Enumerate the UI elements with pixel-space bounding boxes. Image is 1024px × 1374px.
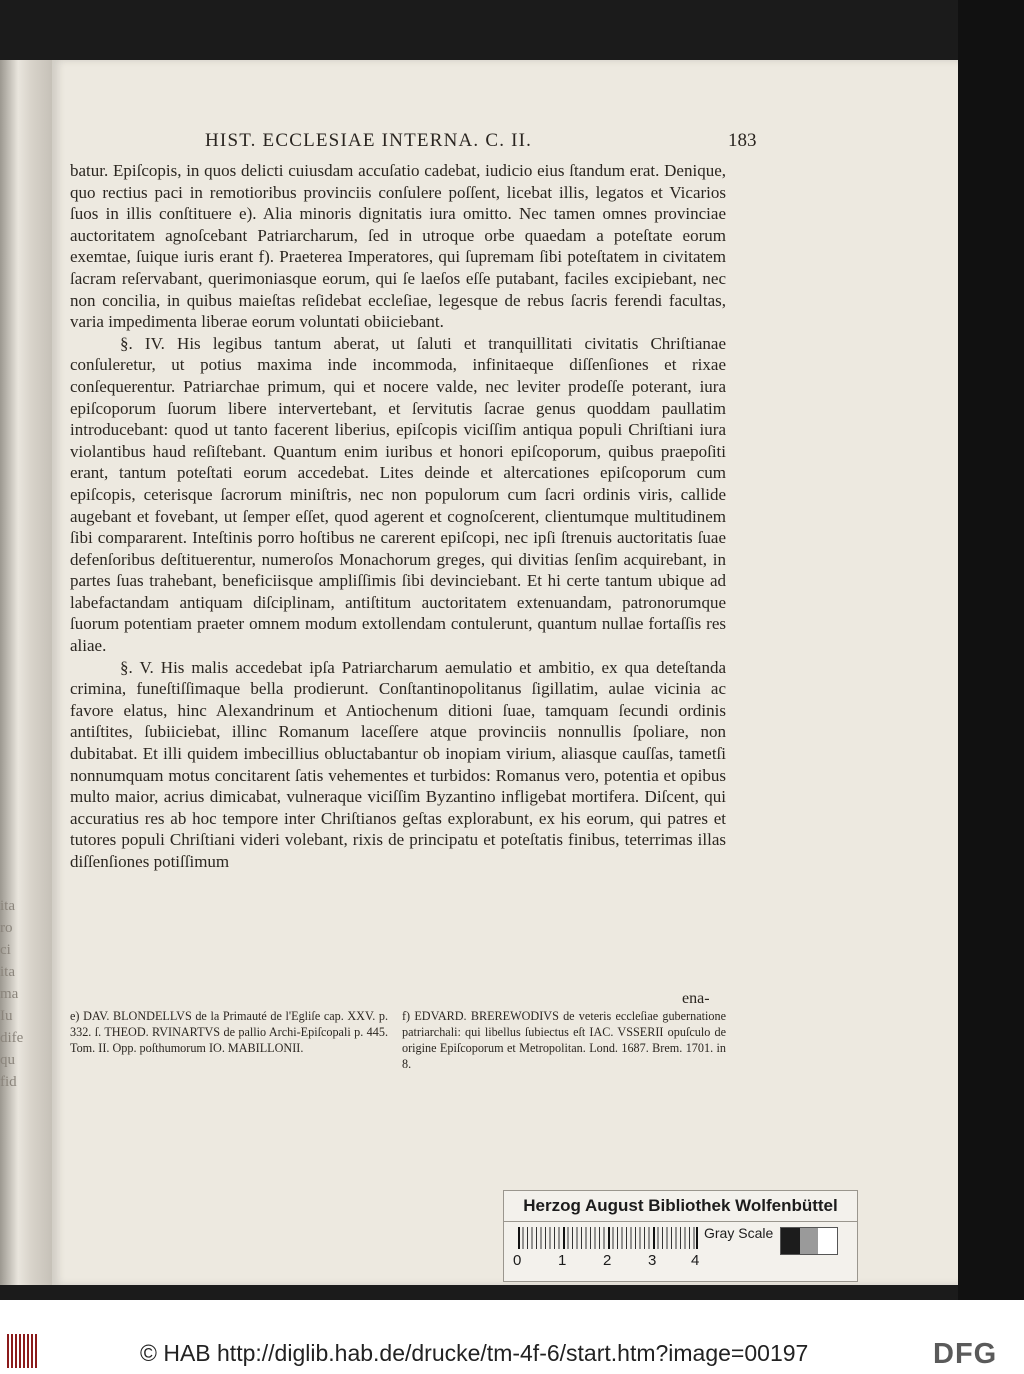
paragraph-section-v: §. V. His malis accedebat ipſa Patriarcharum aemulatio et ambitio, ex qua deteſtanda crimina, funeſtiſſimaque bella prodierunt. Conſtantinopolitanus ſigillatim, aulae vicinia ac favore elatus, hinc Alexandrinum et Antiochenum ditioni ſuae, tamquam ſecundi ordinis antiſtites, ſubiiciebat, illinc Romanum laceſſere atque provinciis nonnullis ſpoliare, non dubitabat. Et illi quidem imbecillius obluctabantur ob inopiam virium, aliasque cauſſas, tametſi nonnumquam motus concitarent ſatis vehementes et turbidos: Romanus vero, potentia et opibus multo maior, acrius dimicabat, vulneraque viciſſim Byzantino infligebat mortifera. Diſcent, qui accuratius res ab hoc tempore inter Chriſtianos geſtas explorabunt, ex his eorum, qui patres et tutores populi Chriſtiani videri volebant, rixis de principatu et poteſtatis finibus, teterrimas illas diſſenſiones potiſſimum: [70, 657, 726, 871]
scan-background: [958, 0, 1024, 1300]
card-title: Herzog August Bibliothek Wolfenbüttel: [504, 1191, 857, 1222]
color-reference-card: [503, 1190, 858, 1282]
ruler-major-tick: [608, 1227, 610, 1249]
running-head: HIST. ECCLESIAE INTERNA. C. II.: [205, 130, 533, 151]
scale-label: 0: [513, 1252, 522, 1269]
ruler-major-tick: [518, 1227, 520, 1249]
scale-label: 2: [603, 1252, 612, 1269]
main-text: [70, 160, 726, 873]
margin-stub: ita: [0, 898, 15, 914]
margin-stub: fid: [0, 1074, 17, 1090]
margin-stub: ro: [0, 920, 13, 936]
margin-stub: dife: [0, 1030, 24, 1046]
footer-copyright-url: © HAB http://diglib.hab.de/drucke/tm-4f-6/start.htm?image=00197: [140, 1340, 809, 1366]
page-number: 183: [728, 130, 757, 151]
margin-stub: ma: [0, 986, 19, 1002]
paragraph-section-iv: §. IV. His legibus tantum aberat, ut ſaluti et tranquillitati civitatis Chriſtianae conſuleretur, ut potius maxima inde incommoda, infinitaeque diſſenſiones et rixae conſequerentur. Patriarchae primum, qui et nocere valde, nec leviter prodeſſe poterant, iura epiſcoporum ſuorum libere intervertebant, et ſervitutis ſacrae genus quoddam paullatim introducebant: quod ut tanto facerent liberius, epiſcopis viciſſim antiqua populi Chriſtiani iura violantibus haud reſiſtebant. Quantum enim iuribus et honori epiſcoporum, quibus praepoſiti erant, tantum poteſtati eorum accedebat. Lites deinde et altercationes epiſcoporum cum epiſcopis, ceterisque ſacrorum miniſtris, nec non populorum cum ſacri ordinis viris, callide augebant et fovebant, ut ſemper eſſet, quod agerent et cognoſcerent, clientumque multitudinem ſibi compararent. Inteſtinis porro hoſtibus ne carerent epiſcopi, nec ipſi ſtrenuis auctoritatis ſuae defenſoribus deſtituerentur, numeroſos Monachorum greges, qui divitias ſenſim acquirebant, in partes ſuas trahebant, beneficiisque ampliſſimis ſibi devinciebant. Et hi certe tantum ubique ad labefactandam antiquam diſciplinam, antiſtitum auctoritatem extenuandam, patronorumque ſuorum potentiam praeter omnem modum extollendam contulerunt, quantum nullae fortaſſis res aliae.: [70, 333, 726, 656]
facing-page-edge: [0, 60, 52, 1285]
margin-stub: Iu: [0, 1008, 13, 1024]
paragraph-continued: batur. Epiſcopis, in quos delicti cuiusdam accuſatio cadebat, iudicio eius ſtandum erat. Denique, quo rectius paci in remotioribus provinciis conſulere poſſent, licebat illis, legatos et Vicarios ſuos in illis conſtituere e). Alia minoris dignitatis iura omitto. Nec tamen omnes provinciae auctoritatem agnoſcebant Patriarcharum, ſed in utroque orbe quaedam a poteſtate eorum exemtae, ſuique iuris erant f). Praeterea Imperatores, qui ſupremam ſibi poteſtatem in civitatem ſacram reſervabant, querimoniasque eorum, qui ſe laeſos eſſe putabant, faciles excipiebant, nec non concilia, in quibus maieſtas reſidebat eccleſiae, legesque de rebus ſacris ferendi facultas, varia impedimenta liberae eorum voluntati obiiciebant.: [70, 161, 726, 332]
ruler-major-tick: [653, 1227, 655, 1249]
dfg-logo: DFG: [933, 1338, 998, 1370]
scale-label: 3: [648, 1252, 657, 1269]
scale-ruler: [518, 1227, 698, 1249]
ruler-major-tick: [563, 1227, 565, 1249]
margin-stub: ci: [0, 942, 11, 958]
scale-label: 1: [558, 1252, 567, 1269]
catchword: ena-: [682, 990, 710, 1007]
ruler-major-tick: [696, 1227, 698, 1249]
barcode-icon: [7, 1334, 39, 1368]
margin-stub: ita: [0, 964, 15, 980]
margin-stub: qu: [0, 1052, 15, 1068]
gray-swatches: [780, 1227, 838, 1255]
footnotes: [70, 1008, 726, 1072]
footnote-f: f) EDVARD. BREREWODIVS de veteris eccleſiae gubernatione patriarchali: qui libellus ſubiectus eſt IAC. VSSERII opuſculo de origine Epiſcoporum et Metropolitan. Lond. 1687. Brem. 1701. in 8.: [402, 1009, 726, 1071]
gray-scale-label: Gray Scale: [704, 1225, 774, 1241]
swatch-dark: [781, 1228, 800, 1254]
footnote-e: e) DAV. BLONDELLVS de la Primauté de l'Egliſe cap. XXV. p. 332. ſ. THEOD. RVINARTVS de pallio Archi-Epiſcopali p. 445. Tom. II. Opp. poſthumorum IO. MABILLONII.: [70, 1009, 388, 1055]
swatch-mid: [800, 1228, 819, 1254]
scale-label: 4: [691, 1252, 700, 1269]
swatch-light: [818, 1228, 837, 1254]
